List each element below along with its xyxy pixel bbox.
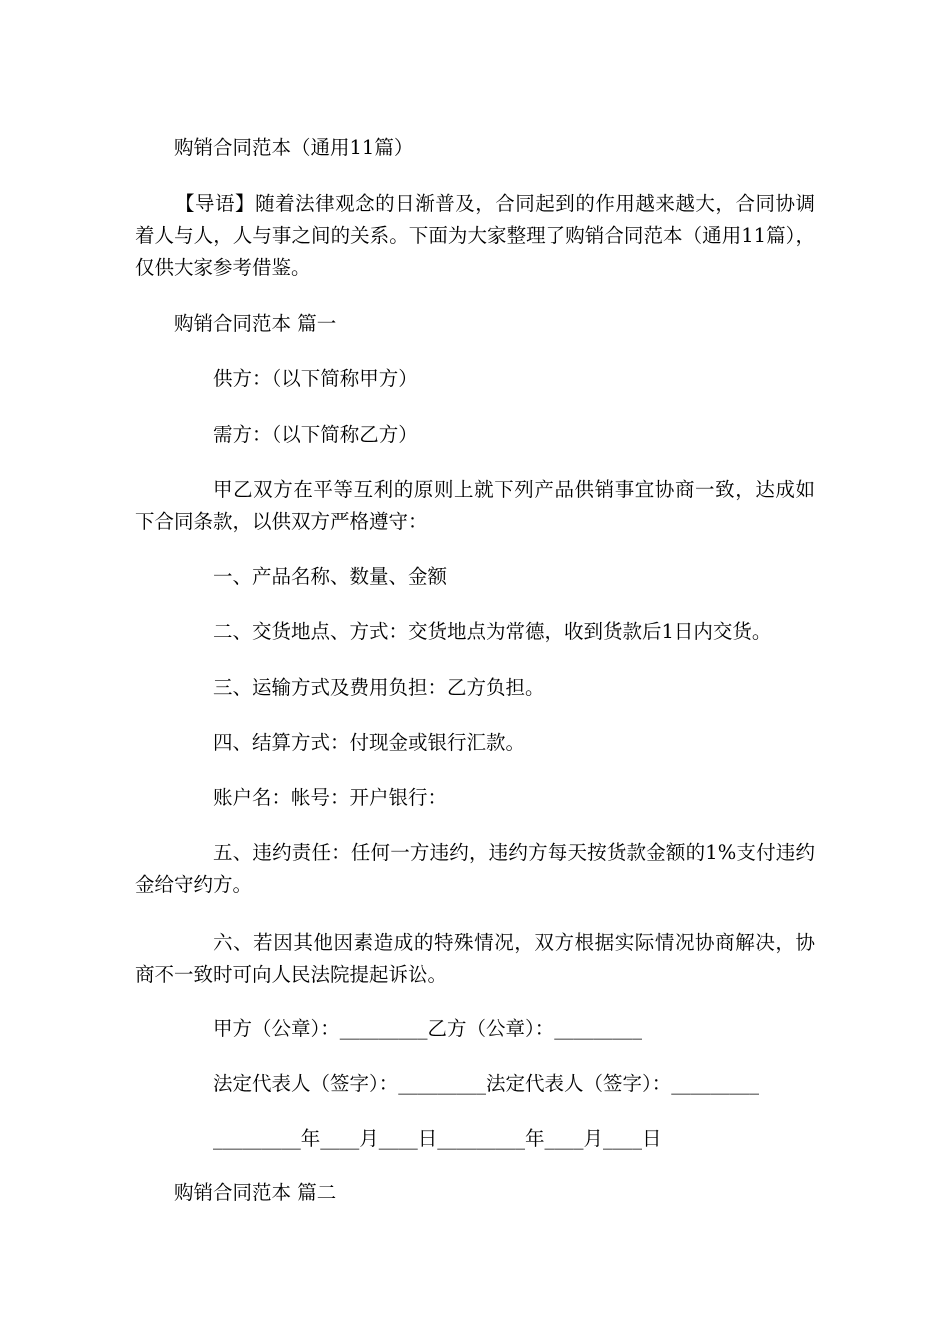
intro-paragraph: 【导语】随着法律观念的日渐普及，合同起到的作用越来越大，合同协调着人与人，人与事之间的关系。下面为大家整理了购销合同范本（通用11篇），仅供大家参考借鉴。 xyxy=(135,192,815,279)
seal-signature-line: 甲方（公章）：_________乙方（公章）：_________ xyxy=(213,1017,643,1040)
section-heading-2: 购销合同范本 篇二 xyxy=(174,1181,337,1204)
clause-4: 四、结算方式：付现金或银行汇款。 xyxy=(213,731,526,754)
section-heading-1: 购销合同范本 篇一 xyxy=(174,312,337,335)
supplier-line: 供方：（以下简称甲方） xyxy=(213,367,418,390)
buyer-line: 需方：（以下简称乙方） xyxy=(213,423,418,446)
agreement-paragraph: 甲乙双方在平等互利的原则上就下列产品供销事宜协商一致，达成如下合同条款，以供双方严格遵守： xyxy=(135,478,815,533)
clause-3: 三、运输方式及费用负担：乙方负担。 xyxy=(213,676,545,699)
clause-6: 六、若因其他因素造成的特殊情况，双方根据实际情况协商解决，协商不一致时可向人民法院提起诉讼。 xyxy=(135,931,815,986)
account-line: 账户名：帐号：开户银行： xyxy=(213,786,448,809)
clause-5: 五、违约责任：任何一方违约，违约方每天按货款金额的1%支付违约金给守约方。 xyxy=(135,841,815,896)
document-title: 购销合同范本（通用11篇） xyxy=(174,136,414,159)
clause-1: 一、产品名称、数量、金额 xyxy=(213,565,448,588)
representative-signature-line: 法定代表人（签字）：_________法定代表人（签字）：_________ xyxy=(213,1072,760,1095)
clause-2: 二、交货地点、方式：交货地点为常德，收到货款后1日内交货。 xyxy=(213,620,772,643)
date-line: _________年____月____日_________年____月____日 xyxy=(213,1127,662,1150)
